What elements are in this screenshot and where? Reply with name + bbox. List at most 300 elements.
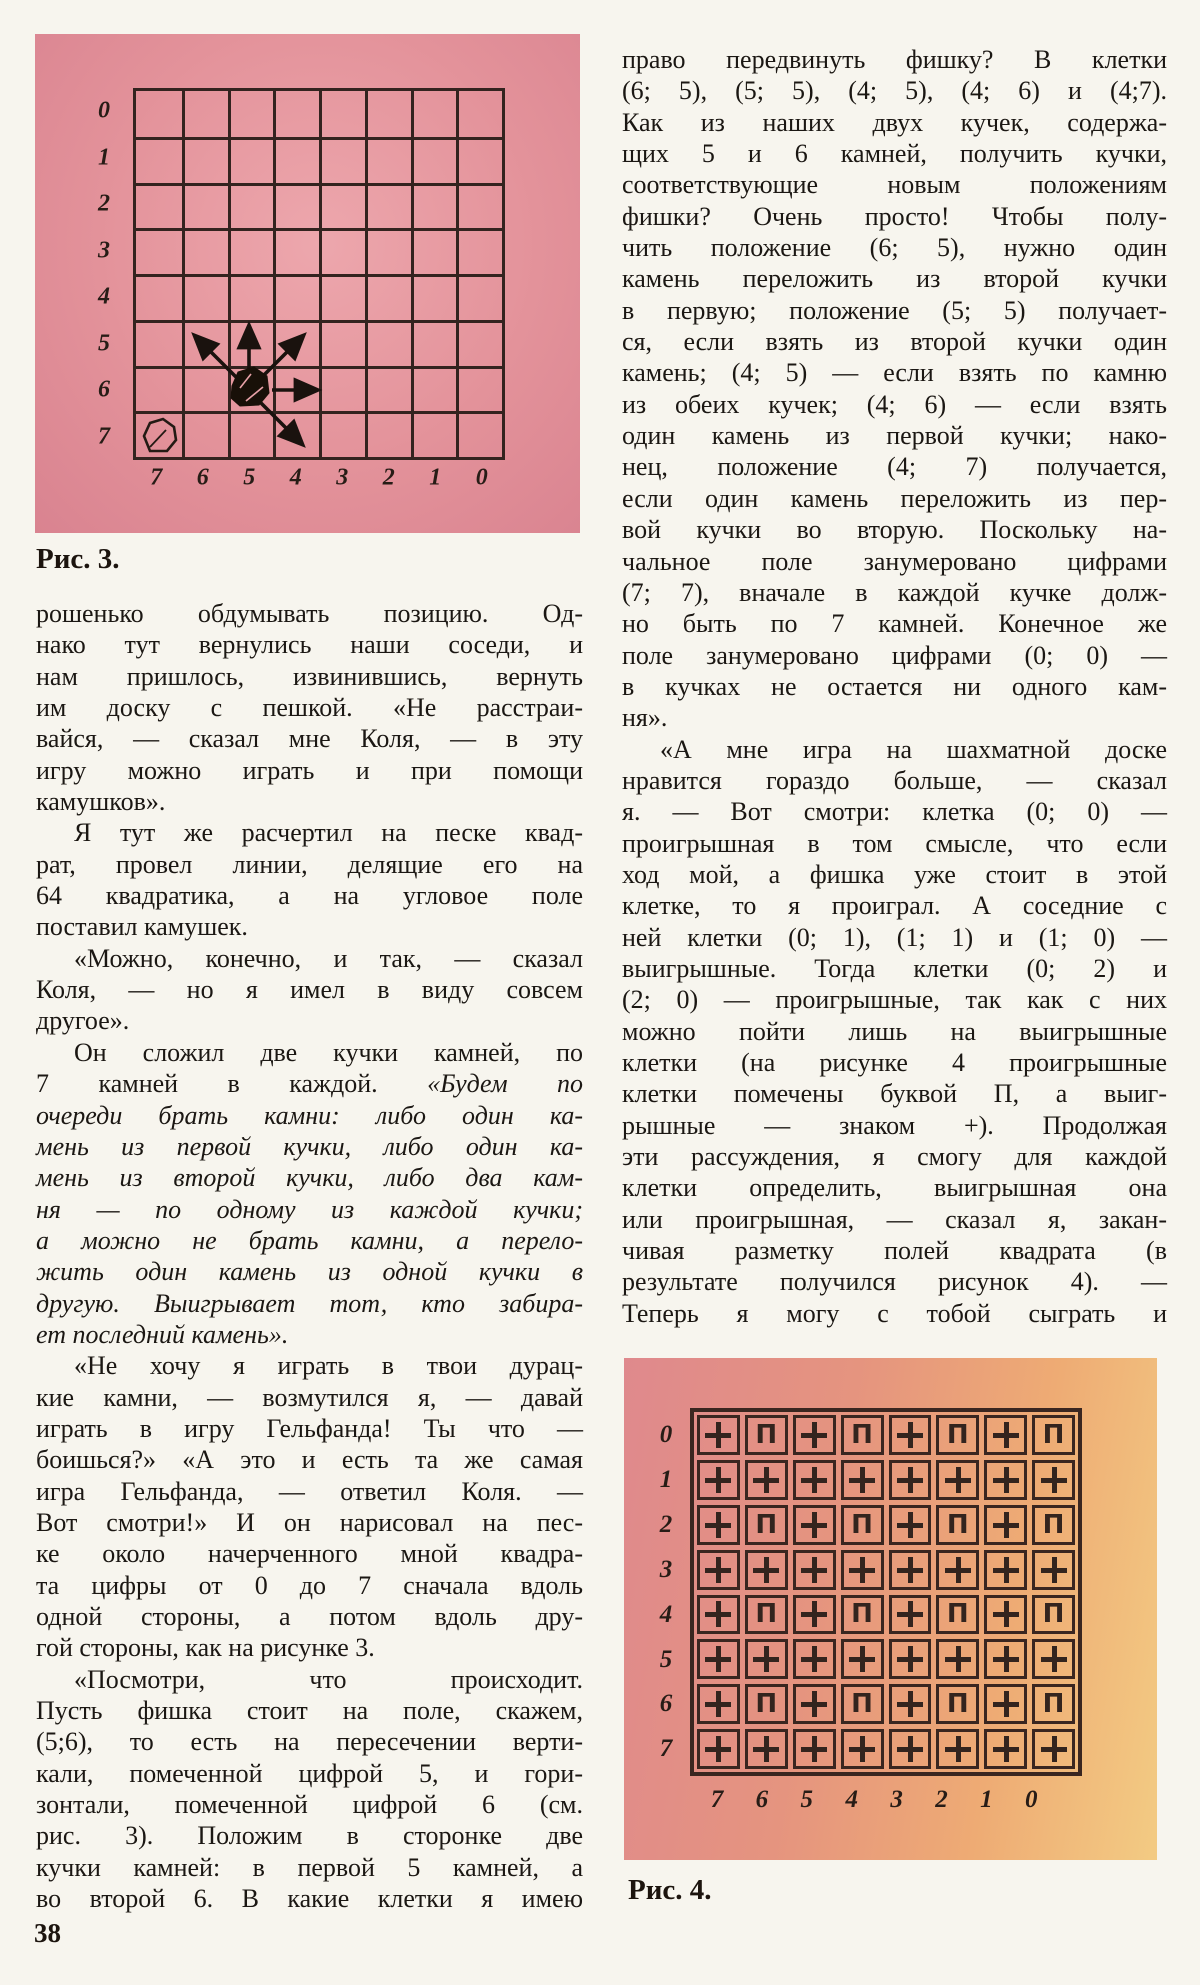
grid-cell <box>228 274 274 320</box>
plus-sign <box>945 1557 971 1583</box>
text-line <box>36 1194 583 1225</box>
axis-label: 4 <box>289 464 302 491</box>
plus-sign <box>897 1512 923 1538</box>
text-segment: я. — Вот смотри: клетка (0; 0) — <box>622 797 1167 827</box>
plus-sign <box>849 1646 875 1672</box>
text-segment: (7; 7), вначале в каждой кучке долж- <box>622 577 1167 607</box>
grid-cell <box>936 1550 979 1590</box>
grid-cell <box>745 1460 788 1500</box>
plus-sign <box>945 1467 971 1493</box>
text-line <box>622 984 1167 1015</box>
grid-cell <box>456 137 502 183</box>
text-line <box>622 1235 1167 1266</box>
text-line <box>36 1444 583 1475</box>
plus-sign <box>801 1512 827 1538</box>
grid-cell <box>841 1729 884 1769</box>
plus-sign <box>993 1646 1019 1672</box>
grid-cell <box>793 1684 836 1724</box>
text-line <box>622 1172 1167 1203</box>
axis-label: 4 <box>845 1786 858 1813</box>
text-line <box>36 1601 583 1632</box>
left-text-column <box>36 598 583 1914</box>
text-segment: ся, если взять из второй кучки один <box>622 327 1167 357</box>
letter-P-mark: П <box>755 1419 778 1450</box>
grid-cell <box>984 1729 1027 1769</box>
plus-sign <box>705 1601 731 1627</box>
grid-cell <box>365 274 411 320</box>
grid-cell <box>411 274 457 320</box>
axis-label: 0 <box>1025 1786 1038 1813</box>
text-line <box>36 911 583 942</box>
plus-sign <box>1041 1736 1067 1762</box>
grid-cell <box>889 1595 932 1635</box>
letter-P-mark: П <box>946 1599 969 1630</box>
letter-P-mark: П <box>946 1419 969 1450</box>
grid-cell <box>319 411 365 457</box>
text-line <box>36 1225 583 1256</box>
italic-text-segment: жить один камень из одной кучки в <box>36 1257 583 1287</box>
text-segment: игру можно играть и при помощи <box>36 755 583 785</box>
plus-sign <box>849 1557 875 1583</box>
text-line <box>36 1005 583 1036</box>
text-line <box>36 974 583 1005</box>
grid-cell <box>793 1639 836 1679</box>
letter-P-mark: П <box>1042 1689 1065 1720</box>
plus-sign <box>897 1736 923 1762</box>
text-line <box>622 44 1167 75</box>
axis-label: 6 <box>755 1786 769 1813</box>
text-segment: в кучках не остается ни одного кам- <box>622 671 1167 701</box>
axis-label: 0 <box>659 1421 673 1448</box>
grid-cell <box>228 411 274 457</box>
italic-text-segment: мень из первой кучки, либо один ка- <box>36 1131 583 1161</box>
grid-cell <box>1032 1505 1075 1545</box>
axis-label: 6 <box>196 464 209 491</box>
text-segment: 7 камней в каждой. <box>36 1069 428 1099</box>
grid-cell <box>1032 1595 1075 1635</box>
text-line <box>622 671 1167 702</box>
axis-label: 3 <box>890 1786 903 1813</box>
grid-cell <box>936 1460 979 1500</box>
text-segment: рат, провел линии, делящие его на <box>36 849 583 879</box>
text-line <box>36 1068 583 1099</box>
text-segment: ня». <box>622 703 668 733</box>
plus-sign <box>897 1646 923 1672</box>
text-line <box>36 661 583 692</box>
text-line <box>36 1852 583 1883</box>
plus-sign <box>753 1557 779 1583</box>
figure-3-photo <box>35 34 580 533</box>
grid-cell <box>182 274 228 320</box>
text-line <box>36 1476 583 1507</box>
text-line <box>36 1131 583 1162</box>
grid-cell <box>697 1639 740 1679</box>
grid-cell <box>136 320 182 366</box>
grid-cell <box>273 183 319 229</box>
text-line <box>622 263 1167 294</box>
plus-sign <box>705 1467 731 1493</box>
grid-cell <box>456 91 502 137</box>
grid-cell <box>319 274 365 320</box>
grid-cell <box>136 91 182 137</box>
text-line <box>622 326 1167 357</box>
grid-cell <box>365 411 411 457</box>
letter-P-mark: П <box>1042 1509 1065 1540</box>
plus-sign <box>705 1646 731 1672</box>
plus-sign <box>993 1512 1019 1538</box>
grid-cell <box>365 228 411 274</box>
text-line <box>622 1298 1167 1329</box>
text-segment: другое». <box>36 1006 130 1036</box>
text-segment: из обеих кучек; (4; 6) — если взять <box>622 389 1167 419</box>
plus-sign <box>801 1736 827 1762</box>
axis-label: 4 <box>98 283 110 310</box>
letter-P-mark: П <box>946 1509 969 1540</box>
plus-sign <box>945 1646 971 1672</box>
axis-label: 3 <box>336 464 349 491</box>
text-line <box>36 1758 583 1789</box>
text-line <box>36 786 583 817</box>
text-segment: Пусть фишка стоит на поле, скажем, <box>36 1696 583 1726</box>
axis-label: 4 <box>659 1600 673 1628</box>
grid-cell <box>228 91 274 137</box>
plus-sign <box>897 1691 923 1717</box>
text-segment: рис. 3). Положим в сторонке две <box>36 1821 583 1851</box>
grid-cell <box>841 1595 884 1635</box>
grid-cell <box>456 183 502 229</box>
grid-cell <box>889 1550 932 1590</box>
figure-4-photo <box>624 1358 1157 1860</box>
text-segment: боишься?» «А это и есть та же самая <box>36 1445 583 1475</box>
letter-P-mark: П <box>851 1509 873 1540</box>
grid-cell <box>228 228 274 274</box>
grid-cell <box>319 137 365 183</box>
italic-text-segment: ня — по одному из каждой кучки; <box>36 1194 583 1224</box>
grid-cell <box>793 1505 836 1545</box>
grid-cell <box>793 1595 836 1635</box>
axis-label: 6 <box>659 1690 673 1718</box>
text-segment: можно пойти лишь на выигрышные <box>622 1016 1167 1046</box>
grid-cell <box>841 1460 884 1500</box>
grid-cell <box>984 1460 1027 1500</box>
plus-sign <box>705 1691 731 1717</box>
grid-cell <box>1032 1639 1075 1679</box>
axis-label: 0 <box>98 97 110 124</box>
text-line <box>36 692 583 723</box>
text-segment: эти рассуждения, я смогу для каждой <box>622 1142 1167 1172</box>
text-line <box>622 1204 1167 1235</box>
text-line <box>36 849 583 880</box>
text-segment: камень переложить из второй кучки <box>622 264 1167 294</box>
grid-cell <box>456 320 502 366</box>
text-segment: «А мне игра на шахматной доске <box>660 734 1167 764</box>
text-segment: в первую; положение (5; 5) получает- <box>622 295 1167 325</box>
text-line <box>622 420 1167 451</box>
text-line <box>36 1695 583 1726</box>
grid-cell <box>365 320 411 366</box>
text-line <box>36 1632 583 1663</box>
text-line <box>622 514 1167 545</box>
text-segment: один камень из первой кучки; нако- <box>622 421 1167 451</box>
grid-cell <box>411 366 457 412</box>
text-segment: чить положение (6; 5), нужно один <box>622 233 1167 263</box>
grid-cell <box>889 1729 932 1769</box>
grid-cell <box>936 1729 979 1769</box>
grid-cell <box>984 1415 1027 1455</box>
text-line <box>622 1047 1167 1078</box>
text-segment: нравится гораздо больше, — сказал <box>622 765 1167 795</box>
grid-cell <box>889 1505 932 1545</box>
text-segment: нам пришлось, извинившись, вернуть <box>36 661 583 691</box>
grid-cell <box>1032 1550 1075 1590</box>
text-segment: поле занумеровано цифрами (0; 0) — <box>622 640 1167 670</box>
plus-sign <box>849 1736 875 1762</box>
text-segment: кие камни, — возмутился я, — давай <box>36 1382 583 1412</box>
grid-cell <box>273 366 319 412</box>
text-line <box>622 859 1167 890</box>
grid-cell <box>136 411 182 457</box>
text-line <box>622 577 1167 608</box>
plus-sign <box>705 1422 731 1448</box>
letter-P-mark: П <box>755 1689 778 1720</box>
grid-cell <box>319 320 365 366</box>
grid-cell <box>745 1595 788 1635</box>
grid-cell <box>745 1729 788 1769</box>
text-line <box>36 943 583 974</box>
grid-cell <box>365 91 411 137</box>
grid-cell <box>889 1639 932 1679</box>
text-segment: ход мой, а фишка уже стоит в этой <box>622 859 1167 889</box>
grid-cell <box>182 228 228 274</box>
grid-cell <box>697 1505 740 1545</box>
text-line <box>622 796 1167 827</box>
text-segment: если один камень переложить из пер- <box>622 483 1167 513</box>
grid-cell <box>182 183 228 229</box>
figure-4-grid <box>690 1408 1082 1776</box>
text-segment: Он сложил две кучки камней, по <box>74 1037 583 1067</box>
text-line <box>36 1507 583 1538</box>
plus-sign <box>705 1512 731 1538</box>
text-line <box>36 598 583 629</box>
text-segment: фишки? Очень просто! Чтобы полу- <box>622 201 1167 231</box>
grid-cell <box>365 183 411 229</box>
grid-cell <box>1032 1460 1075 1500</box>
grid-cell <box>273 320 319 366</box>
grid-cell <box>984 1550 1027 1590</box>
grid-cell <box>182 137 228 183</box>
text-segment: зонтали, помеченной цифрой 6 (см. <box>36 1790 583 1820</box>
axis-label: 7 <box>659 1735 673 1763</box>
axis-label: 1 <box>659 1465 673 1493</box>
plus-sign <box>705 1557 731 1583</box>
plus-sign <box>753 1736 779 1762</box>
letter-P-mark: П <box>851 1599 873 1630</box>
grid-cell <box>1032 1684 1075 1724</box>
text-line <box>36 1726 583 1757</box>
letter-P-mark: П <box>755 1509 778 1540</box>
text-segment: или проигрышная, — сказал я, закан- <box>622 1204 1167 1234</box>
plus-sign <box>753 1467 779 1493</box>
text-segment: Я тут же расчертил на песке квад- <box>74 818 583 848</box>
text-segment: одной стороны, а потом вдоль дру- <box>36 1602 583 1631</box>
text-segment: играть в игру Гельфанда! Ты что — <box>36 1413 583 1443</box>
grid-cell <box>136 228 182 274</box>
grid-cell <box>365 366 411 412</box>
grid-cell <box>411 411 457 457</box>
axis-label: 7 <box>150 464 163 491</box>
plus-sign <box>1041 1557 1067 1583</box>
grid-cell <box>984 1505 1027 1545</box>
axis-label: 2 <box>98 190 110 217</box>
axis-label: 2 <box>935 1786 948 1813</box>
text-line <box>36 1820 583 1851</box>
grid-cell <box>182 411 228 457</box>
grid-cell <box>936 1684 979 1724</box>
text-segment: рышные — знаком +). Продолжая <box>622 1110 1167 1140</box>
grid-cell <box>228 183 274 229</box>
grid-cell <box>745 1639 788 1679</box>
grid-cell <box>456 366 502 412</box>
text-line <box>36 1413 583 1444</box>
grid-cell <box>136 137 182 183</box>
text-line <box>622 138 1167 169</box>
letter-P-mark: П <box>851 1689 873 1720</box>
plus-sign <box>801 1557 827 1583</box>
grid-cell <box>319 366 365 412</box>
grid-cell <box>745 1550 788 1590</box>
grid-cell <box>793 1460 836 1500</box>
grid-cell <box>456 274 502 320</box>
text-segment: клетке, то я проиграл. А соседние с <box>622 891 1167 921</box>
text-line <box>622 201 1167 232</box>
text-segment: ней клетки (0; 1), (1; 1) и (1; 0) — <box>622 922 1167 952</box>
grid-cell <box>697 1595 740 1635</box>
figure-3-grid <box>133 88 505 460</box>
plus-sign <box>753 1646 779 1672</box>
text-segment: «Не хочу я играть в твои дурац- <box>74 1351 583 1381</box>
text-line <box>36 1100 583 1131</box>
text-segment: (5;6), то есть на пересечении верти- <box>36 1727 583 1757</box>
text-line <box>36 1570 583 1601</box>
grid-cell <box>411 228 457 274</box>
text-line <box>622 1078 1167 1109</box>
plus-sign <box>897 1557 923 1583</box>
plus-sign <box>993 1736 1019 1762</box>
text-segment: нако тут вернулись наши соседи, и <box>36 630 583 660</box>
grid-cell <box>697 1415 740 1455</box>
grid-cell <box>456 228 502 274</box>
axis-label: 5 <box>98 330 110 357</box>
grid-cell <box>273 228 319 274</box>
text-segment: соответствующие новым положениям <box>622 170 1167 200</box>
page-number: 38 <box>34 1918 61 1948</box>
axis-label: 2 <box>659 1510 673 1538</box>
text-segment: клетки (на рисунке 4 проигрышные <box>622 1048 1167 1077</box>
text-line <box>622 953 1167 984</box>
letter-P-mark: П <box>755 1599 778 1630</box>
text-segment: «Можно, конечно, и так, — сказал <box>74 943 583 973</box>
grid-cell <box>411 320 457 366</box>
text-line <box>622 451 1167 482</box>
italic-text-segment: очереди брать камни: либо один ка- <box>36 1100 583 1130</box>
axis-label: 7 <box>710 1786 724 1813</box>
axis-label: 5 <box>659 1645 673 1673</box>
text-line <box>36 1883 583 1914</box>
grid-cell <box>936 1595 979 1635</box>
plus-sign <box>1041 1467 1067 1493</box>
text-line <box>622 169 1167 200</box>
text-line <box>36 1162 583 1193</box>
grid-cell <box>889 1460 932 1500</box>
plus-sign <box>993 1557 1019 1583</box>
italic-text-segment: мень из второй кучки, либо два кам- <box>36 1163 583 1193</box>
grid-cell <box>228 137 274 183</box>
grid-cell <box>936 1639 979 1679</box>
text-line <box>622 107 1167 138</box>
text-segment: камушков». <box>36 787 166 817</box>
text-segment: Теперь я могу с тобой сыграть и <box>622 1298 1167 1328</box>
text-line <box>36 1382 583 1413</box>
text-line <box>622 232 1167 263</box>
text-segment: клетки помечены буквой П, а выиг- <box>622 1079 1167 1109</box>
grid-cell <box>411 183 457 229</box>
plus-sign <box>897 1467 923 1493</box>
text-segment: камень; (4; 5) — если взять по камню <box>622 358 1167 388</box>
text-segment: гой стороны, как на рисунке 3. <box>36 1633 375 1663</box>
right-text-column <box>622 44 1167 1329</box>
grid-cell <box>936 1415 979 1455</box>
text-line <box>622 483 1167 514</box>
grid-cell <box>456 411 502 457</box>
grid-cell <box>745 1505 788 1545</box>
grid-cell <box>273 137 319 183</box>
text-line <box>36 723 583 754</box>
axis-label: 1 <box>980 1786 993 1813</box>
text-segment: чальное поле занумеровано цифрами <box>622 546 1167 576</box>
axis-label: 2 <box>382 464 395 491</box>
grid-cell <box>182 366 228 412</box>
text-segment: вайся, — сказал мне Коля, — в эту <box>36 724 583 754</box>
text-line <box>622 357 1167 388</box>
text-segment: Коля, — но я имел в виду совсем <box>36 975 583 1005</box>
text-line <box>622 702 1167 733</box>
text-line <box>622 640 1167 671</box>
italic-text-segment: а можно не брать камни, а перело- <box>36 1225 583 1255</box>
grid-cell <box>411 137 457 183</box>
text-segment: нец, положение (4; 7) получается, <box>622 452 1167 482</box>
plus-sign <box>801 1691 827 1717</box>
plus-sign <box>897 1601 923 1627</box>
plus-sign <box>993 1422 1019 1448</box>
text-segment: Как из наших двух кучек, содержа- <box>622 107 1167 137</box>
grid-cell <box>793 1729 836 1769</box>
text-line <box>622 1266 1167 1297</box>
grid-cell <box>984 1595 1027 1635</box>
grid-cell <box>182 91 228 137</box>
grid-cell <box>319 91 365 137</box>
grid-cell <box>319 228 365 274</box>
grid-cell <box>841 1550 884 1590</box>
text-line <box>36 1538 583 1569</box>
text-segment: (6; 5), (5; 5), (4; 5), (4; 6) и (4;7). <box>622 76 1167 106</box>
grid-cell <box>273 411 319 457</box>
text-segment: результате получился рисунок 4). — <box>622 1267 1167 1297</box>
grid-cell <box>793 1415 836 1455</box>
text-line <box>622 608 1167 639</box>
grid-cell <box>889 1415 932 1455</box>
text-segment: та цифры от 0 до 7 сначала вдоль <box>36 1570 583 1600</box>
text-segment: поставил камушек. <box>36 912 248 942</box>
